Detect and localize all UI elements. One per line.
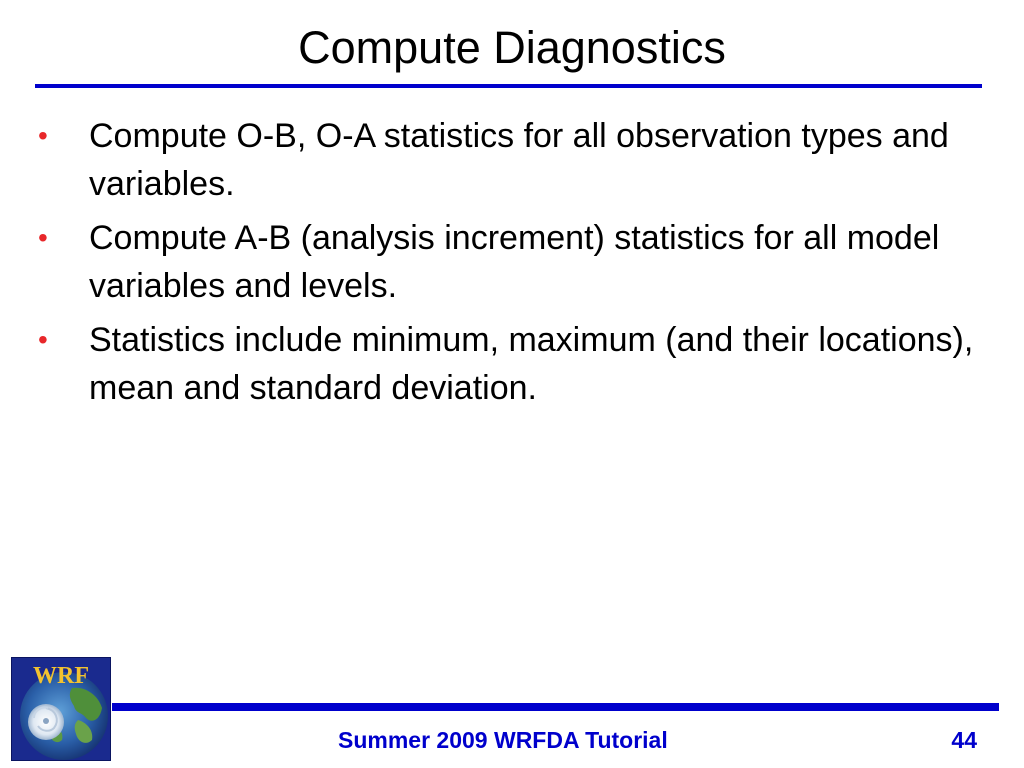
footer-title: Summer 2009 WRFDA Tutorial: [338, 727, 668, 753]
bullet-text: Compute A-B (analysis increment) statistics for all model variables and levels.: [89, 219, 940, 305]
wrf-logo: [11, 657, 111, 761]
logo-text: WRF: [33, 663, 89, 689]
wrf-globe-logo-icon: [12, 658, 110, 760]
bullet-item: [38, 112, 988, 208]
bullet-dot-icon: •: [38, 120, 48, 151]
title-underline: [35, 84, 982, 88]
bullet-dot-icon: •: [38, 222, 48, 253]
bullet-item: [38, 214, 988, 310]
bullet-item: [38, 316, 988, 412]
bullet-text: Statistics include minimum, maximum (and their locations), mean and standard deviation.: [89, 321, 974, 407]
bullet-dot-icon: •: [38, 324, 48, 355]
page-number: 44: [951, 727, 977, 753]
bullet-text: Compute O-B, O-A statistics for all observation types and variables.: [89, 117, 949, 203]
bullet-list: [38, 112, 988, 418]
slide-title: Compute Diagnostics: [298, 22, 726, 73]
footer-rule: [112, 703, 999, 711]
